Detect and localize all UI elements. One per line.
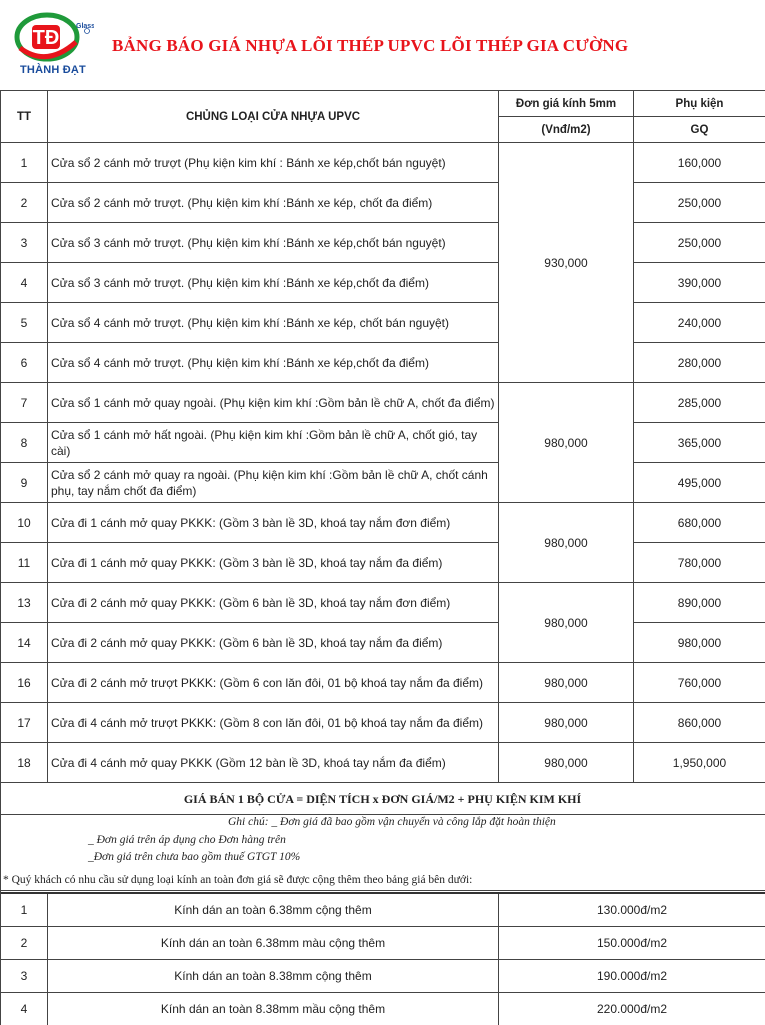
row-price: 980,000 xyxy=(499,503,634,583)
table-row xyxy=(1,583,765,623)
row-accessory: 285,000 xyxy=(634,383,765,423)
row-tt: 5 xyxy=(1,303,48,343)
table-row xyxy=(1,463,765,503)
row-tt: 8 xyxy=(1,423,48,463)
customer-note: * Quý khách có nhu cầu sử dụng loại kính an toàn đơn giá sẽ được cộng thêm theo bảng giá bên dưới: xyxy=(0,869,765,891)
row-accessory: 860,000 xyxy=(634,703,765,743)
table-row xyxy=(1,926,765,959)
table-row xyxy=(1,959,765,992)
row-accessory: 980,000 xyxy=(634,623,765,663)
table-row xyxy=(1,223,765,263)
table-row xyxy=(1,703,765,743)
note-line: _Đơn giá trên chưa bao gồm thuế GTGT 10% xyxy=(88,851,301,863)
row-accessory: 680,000 xyxy=(634,503,765,543)
table-row xyxy=(1,503,765,543)
row-tt: 3 xyxy=(1,223,48,263)
row-tt: 11 xyxy=(1,543,48,583)
company-logo xyxy=(12,12,94,78)
row-accessory: 365,000 xyxy=(634,423,765,463)
table-row xyxy=(1,263,765,303)
row-tt: 13 xyxy=(1,583,48,623)
row-name: Cửa sổ 2 cánh mở trượt (Phụ kiện kim khí : Bánh xe kép,chốt bán nguyệt) xyxy=(48,143,499,183)
table-row xyxy=(1,992,765,1025)
price-table xyxy=(0,90,765,783)
row-name: Cửa sổ 1 cánh mở hất ngoài. (Phụ kiện kim khí :Gồm bản lề chữ A, chốt gió, tay cài) xyxy=(48,423,499,463)
row-accessory: 780,000 xyxy=(634,543,765,583)
row-accessory: 760,000 xyxy=(634,663,765,703)
row-tt: 16 xyxy=(1,663,48,703)
row-accessory: 240,000 xyxy=(634,303,765,343)
row-accessory: 495,000 xyxy=(634,463,765,503)
row-price: 930,000 xyxy=(499,143,634,383)
row-name: Cửa sổ 1 cánh mở quay ngoài. (Phụ kiện kim khí :Gồm bản lề chữ A, chốt đa điểm) xyxy=(48,383,499,423)
row-price: 980,000 xyxy=(499,703,634,743)
glass-price: 190.000đ/m2 xyxy=(499,959,765,992)
row-accessory: 250,000 xyxy=(634,183,765,223)
table-row xyxy=(1,543,765,583)
page-header xyxy=(0,0,765,90)
row-name: Cửa đi 2 cánh mở trượt PKKK: (Gồm 6 con lăn đôi, 01 bộ khoá tay nắm đa điểm) xyxy=(48,663,499,703)
row-name: Cửa sổ 3 cánh mở trượt. (Phụ kiện kim khí :Bánh xe kép,chốt đa điểm) xyxy=(48,263,499,303)
glass-price: 150.000đ/m2 xyxy=(499,926,765,959)
row-tt: 2 xyxy=(1,183,48,223)
frame-border xyxy=(0,90,1,1025)
row-tt: 4 xyxy=(1,263,48,303)
header-accessory: Phụ kiện xyxy=(634,91,765,117)
glass-price: 220.000đ/m2 xyxy=(499,992,765,1025)
table-row xyxy=(1,743,765,783)
row-price: 980,000 xyxy=(499,383,634,503)
row-price: 980,000 xyxy=(499,583,634,663)
row-tt: 18 xyxy=(1,743,48,783)
table-row xyxy=(1,663,765,703)
row-name: Cửa sổ 2 cánh mở quay ra ngoài. (Phụ kiện kim khí :Gồm bản lề chữ A, chốt cánh phụ, tay nắm chốt đa điểm) xyxy=(48,463,499,503)
table-row xyxy=(1,383,765,423)
header-price-unit: (Vnđ/m2) xyxy=(499,117,634,143)
row-accessory: 250,000 xyxy=(634,223,765,263)
row-name: Cửa sổ 2 cánh mở trượt. (Phụ kiện kim khí :Bánh xe kép, chốt đa điểm) xyxy=(48,183,499,223)
row-name: Cửa sổ 3 cánh mở trượt. (Phụ kiện kim khí :Bánh xe kép,chốt bán nguyệt) xyxy=(48,223,499,263)
row-name: Cửa đi 4 cánh mở trượt PKKK: (Gồm 8 con lăn đôi, 01 bộ khoá tay nắm đa điểm) xyxy=(48,703,499,743)
svg-text:TĐ: TĐ xyxy=(32,27,60,49)
row-accessory: 280,000 xyxy=(634,343,765,383)
row-tt: 7 xyxy=(1,383,48,423)
row-name: Cửa đi 4 cánh mở quay PKKK (Gồm 12 bàn lề 3D, khoá tay nắm đa điểm) xyxy=(48,743,499,783)
row-accessory: 1,950,000 xyxy=(634,743,765,783)
glass-price-table xyxy=(0,892,765,1025)
note-line: Ghi chú: _ Đơn giá đã bao gồm vận chuyển và công lắp đặt hoàn thiện xyxy=(228,816,556,828)
row-name: Cửa đi 2 cánh mở quay PKKK: (Gồm 6 bàn lề 3D, khoá tay nắm đơn điểm) xyxy=(48,583,499,623)
row-name: Cửa đi 1 cánh mở quay PKKK: (Gồm 3 bàn lề 3D, khoá tay nắm đơn điểm) xyxy=(48,503,499,543)
row-tt: 9 xyxy=(1,463,48,503)
table-row xyxy=(1,183,765,223)
table-row xyxy=(1,143,765,183)
row-accessory: 160,000 xyxy=(634,143,765,183)
glass-name: Kính dán an toàn 8.38mm cộng thêm xyxy=(48,959,499,992)
glass-name: Kính dán an toàn 8.38mm mầu cộng thêm xyxy=(48,992,499,1025)
row-tt: 10 xyxy=(1,503,48,543)
row-price: 980,000 xyxy=(499,663,634,703)
header-price: Đơn giá kính 5mm xyxy=(499,91,634,117)
logo-company-name: THÀNH ĐẠT xyxy=(20,64,86,76)
header-type: CHỦNG LOẠI CỬA NHỰA UPVC xyxy=(48,91,499,143)
table-row xyxy=(1,893,765,926)
glass-name: Kính dán an toàn 6.38mm màu cộng thêm xyxy=(48,926,499,959)
row-accessory: 390,000 xyxy=(634,263,765,303)
glass-tt: 3 xyxy=(1,959,48,992)
table-row xyxy=(1,623,765,663)
row-tt: 6 xyxy=(1,343,48,383)
page-title: BẢNG BÁO GIÁ NHỰA LÕI THÉP UPVC LÕI THÉP GIA CƯỜNG xyxy=(112,36,629,55)
note-line: _ Đơn giá trên áp dụng cho Đơn hàng trên xyxy=(88,834,286,846)
header-accessory-sub: GQ xyxy=(634,117,765,143)
table-row xyxy=(1,423,765,463)
svg-text:Glass: Glass xyxy=(76,23,94,30)
row-tt: 14 xyxy=(1,623,48,663)
glass-name: Kính dán an toàn 6.38mm cộng thêm xyxy=(48,893,499,926)
logo-mark-icon xyxy=(12,12,94,64)
table-row xyxy=(1,303,765,343)
glass-tt: 4 xyxy=(1,992,48,1025)
row-tt: 17 xyxy=(1,703,48,743)
row-accessory: 890,000 xyxy=(634,583,765,623)
table-row xyxy=(1,343,765,383)
row-tt: 1 xyxy=(1,143,48,183)
glass-tt: 2 xyxy=(1,926,48,959)
row-name: Cửa sổ 4 cánh mở trượt. (Phụ kiện kim khí :Bánh xe kép, chốt bán nguyệt) xyxy=(48,303,499,343)
row-price: 980,000 xyxy=(499,743,634,783)
glass-tt: 1 xyxy=(1,893,48,926)
price-formula: GIÁ BÁN 1 BỘ CỬA = DIỆN TÍCH x ĐƠN GIÁ/M2 + PHỤ KIỆN KIM KHÍ xyxy=(0,783,765,815)
header-tt: TT xyxy=(1,91,48,143)
row-name: Cửa đi 1 cánh mở quay PKKK: (Gồm 3 bàn lề 3D, khoá tay nắm đa điểm) xyxy=(48,543,499,583)
row-name: Cửa đi 2 cánh mở quay PKKK: (Gồm 6 bàn lề 3D, khoá tay nắm đa điểm) xyxy=(48,623,499,663)
glass-price: 130.000đ/m2 xyxy=(499,893,765,926)
row-name: Cửa sổ 4 cánh mở trượt. (Phụ kiện kim khí :Bánh xe kép,chốt đa điểm) xyxy=(48,343,499,383)
